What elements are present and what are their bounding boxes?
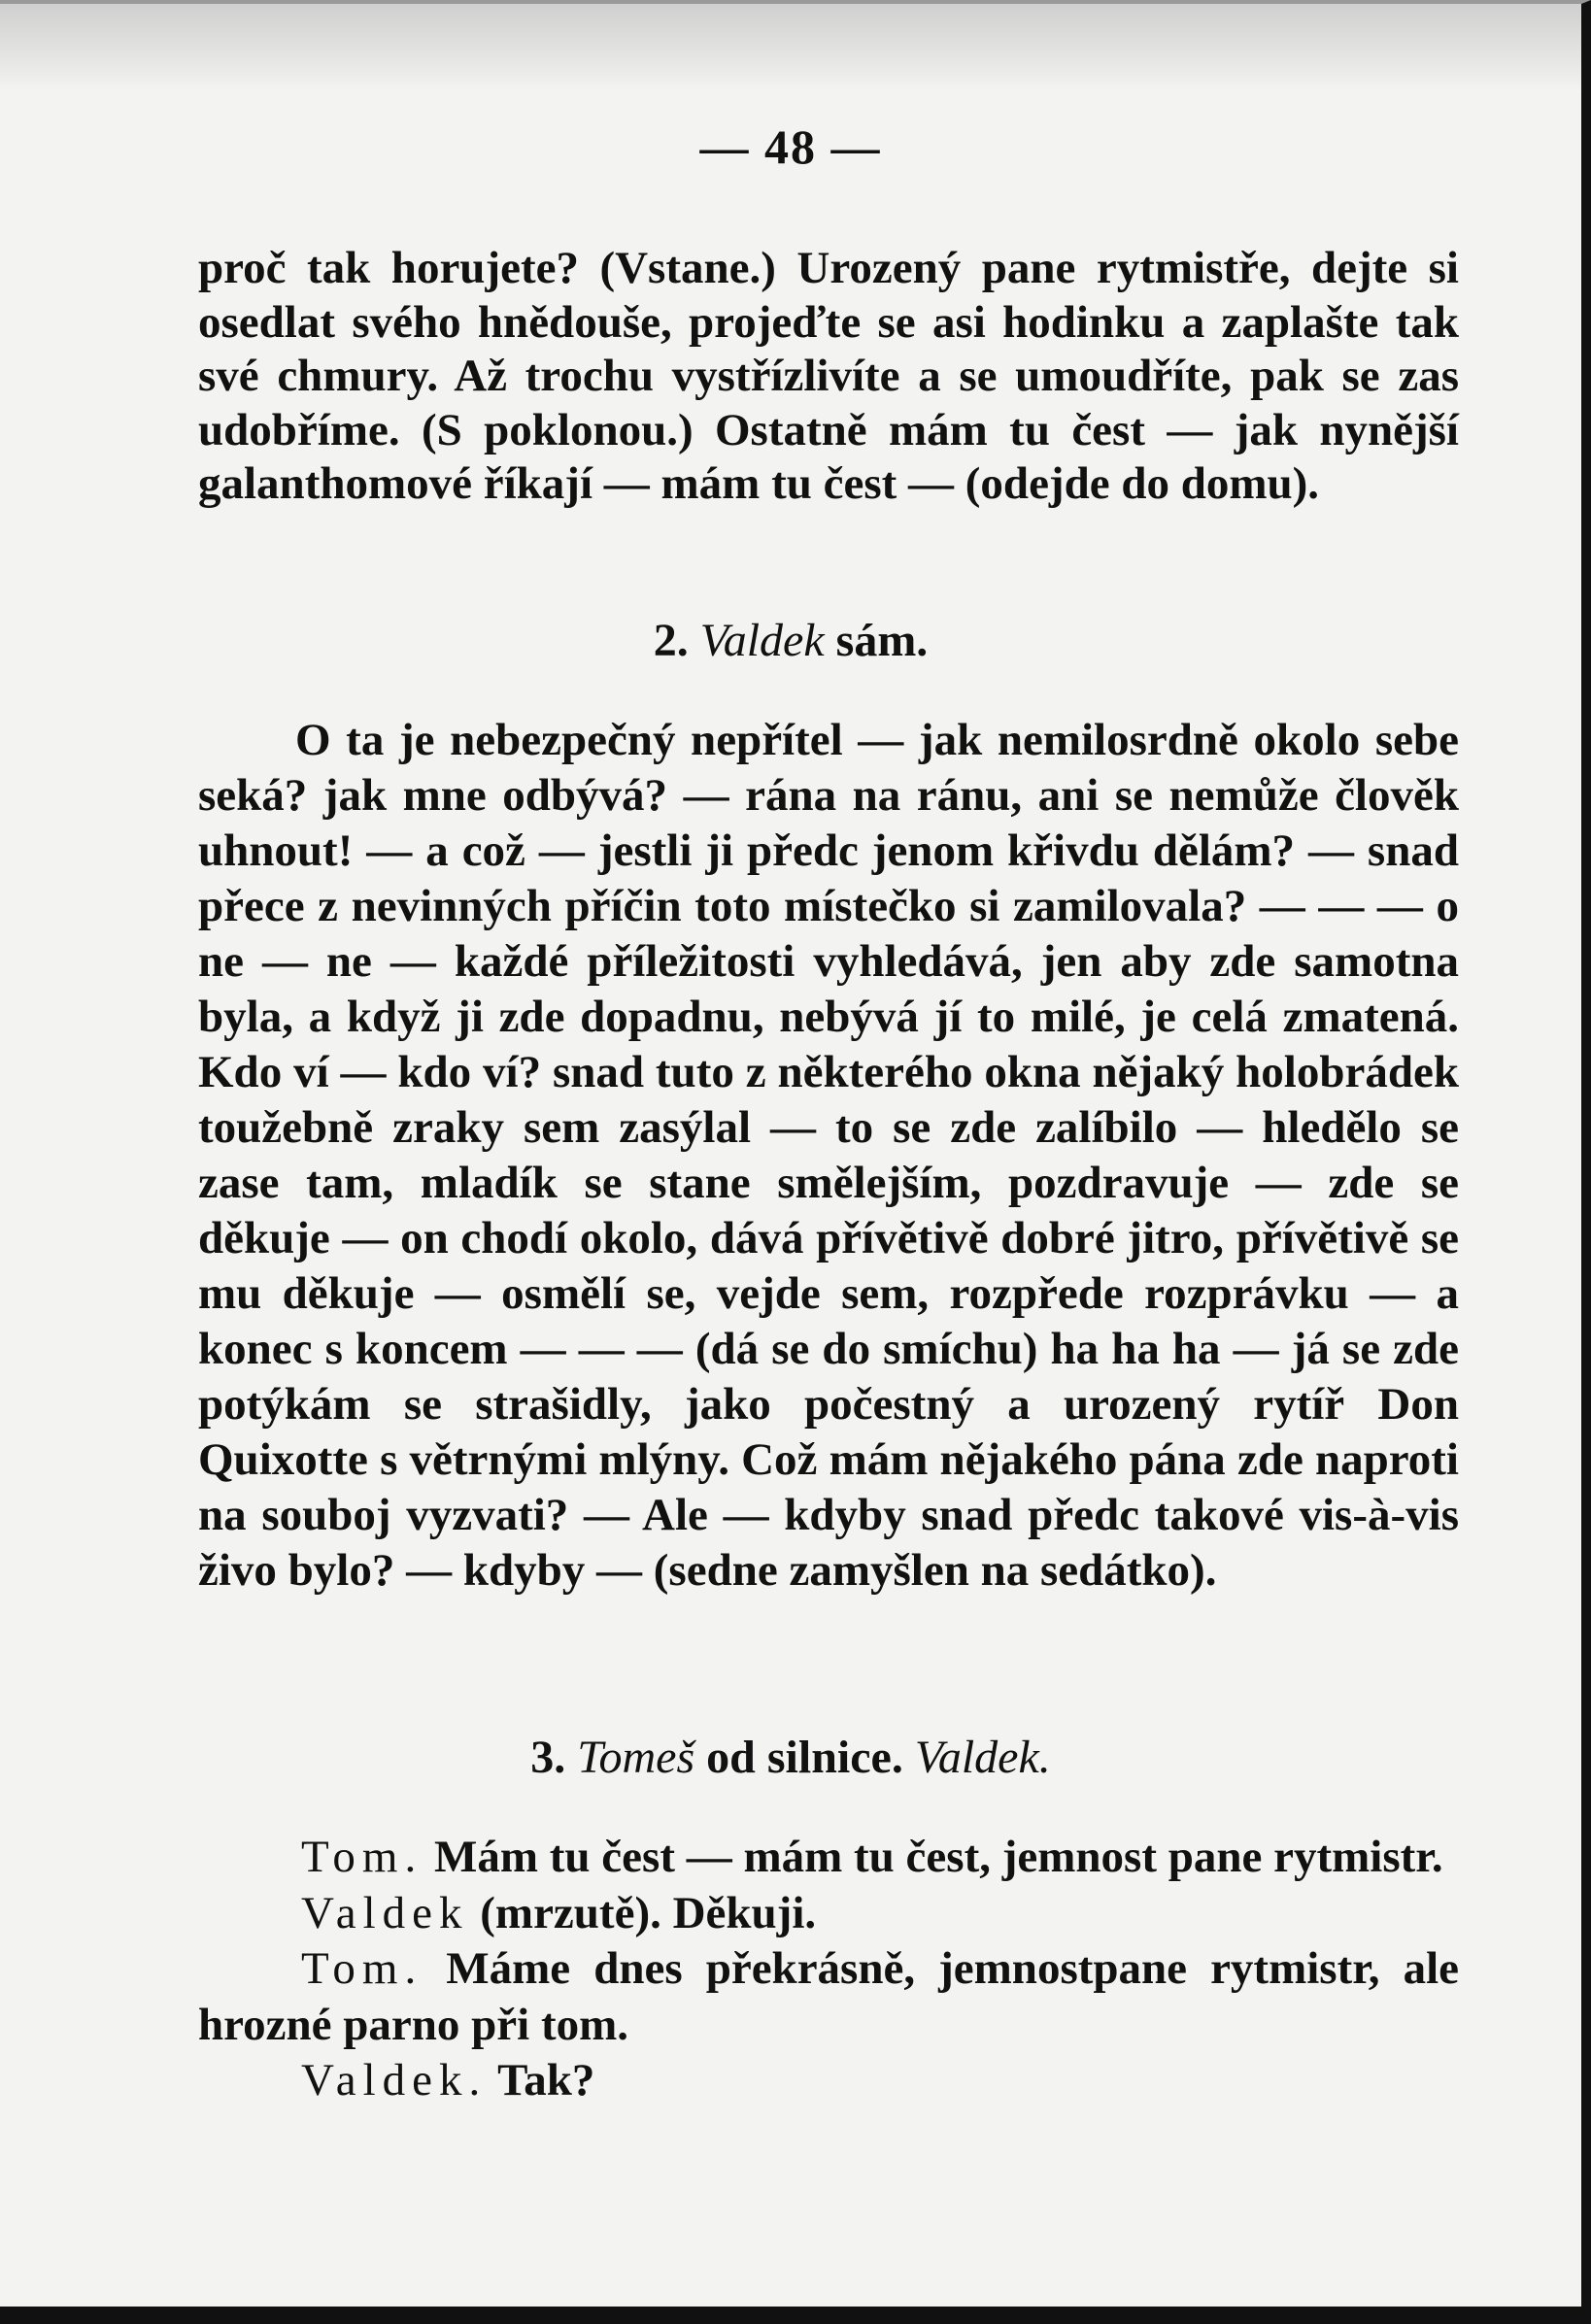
dialogue-text: Tak? <box>487 2055 595 2105</box>
dialogue-block <box>198 1830 1459 2109</box>
scene-2-heading <box>0 614 1581 667</box>
scene-3-heading <box>0 1731 1581 1784</box>
monologue-paragraph: O ta je nebezpečný nepřítel — jak nemilosrdně okolo sebe seká? jak mne odbývá? — rána na ránu, ani se nemůže člověk uhnout! — a což — jestli ji předc jenom křivdu dělám? — snad přece z nevinných příčin toto místečko si zamilovala? — — — o ne — ne — každé příležitosti vyhledává, jen aby zde samotna byla, a když ji zde dopadnu, nebývá jí to milé, je celá zmatená. Kdo ví — kdo ví? snad tuto z některého okna nějaký holobrádek toužebně zraky sem zasýlal — to se zde zalíbilo — hledělo se zase tam, mladík se stane smělejším, pozdravuje — zde se děkuje — on chodí okolo, dává přívětivě dobré jitro, přívětivě se mu děkuje — osmělí se, vejde sem, rozpřede rozprávku — a konec s koncem — — — (dá se do smíchu) ha ha ha — já se zde potýkám se strašidly, jako počestný a urozený rytíř Don Quixotte s větrnými mlýny. Což mám nějakého pána zde naproti na souboj vyzvati? — Ale — kdyby snad předc takové vis-à-vis živo bylo? — kdyby — (sedne zamyšlen na sedátko). <box>198 715 1459 1596</box>
speaker-name: Valdek. <box>301 2055 488 2105</box>
dialogue-line <box>198 1830 1459 1886</box>
speaker-name: Tom. <box>301 1943 423 1994</box>
speaker-name: Valdek <box>301 1887 469 1938</box>
speaker-name: Tom. <box>301 1832 423 1882</box>
dialogue-line <box>198 2053 1459 2109</box>
scene-2-number: 2. <box>653 615 689 666</box>
paragraph-continuation: proč tak horujete? (Vstane.) Urozený pane rytmistře, dejte si osedlat svého hnědouše, projeďte se asi hodinku a zaplašte tak své chmury. Až trochu vystřízlivíte a se umoudříte, pak se zas udobříme. (S poklonou.) Ostatně mám tu čest — jak nynější galanthomové říkají — mám tu čest — (odejde do domu). <box>198 243 1459 509</box>
scene-2-character: Valdek <box>699 615 825 666</box>
dialogue-text: Máme dnes překrásně, jemnostpane rytmistr, ale hrozné parno při tom. <box>198 1943 1459 2050</box>
dialogue-text: (mrzutě). Děkuji. <box>468 1887 817 1938</box>
page-number: — 48 — <box>699 119 882 174</box>
scene-2-rest: sám. <box>824 615 929 666</box>
scene-3-character-1: Tomeš <box>577 1732 695 1783</box>
dialogue-line <box>198 1886 1459 1942</box>
scene-3-middle: od silnice. <box>694 1732 915 1783</box>
scene-3-character-2: Valdek. <box>914 1732 1051 1783</box>
dialogue-text: Mám tu čest — mám tu čest, jemnost pane rytmistr. <box>423 1832 1443 1882</box>
dialogue-line <box>198 1941 1459 2053</box>
scene-3-number: 3. <box>530 1732 566 1783</box>
